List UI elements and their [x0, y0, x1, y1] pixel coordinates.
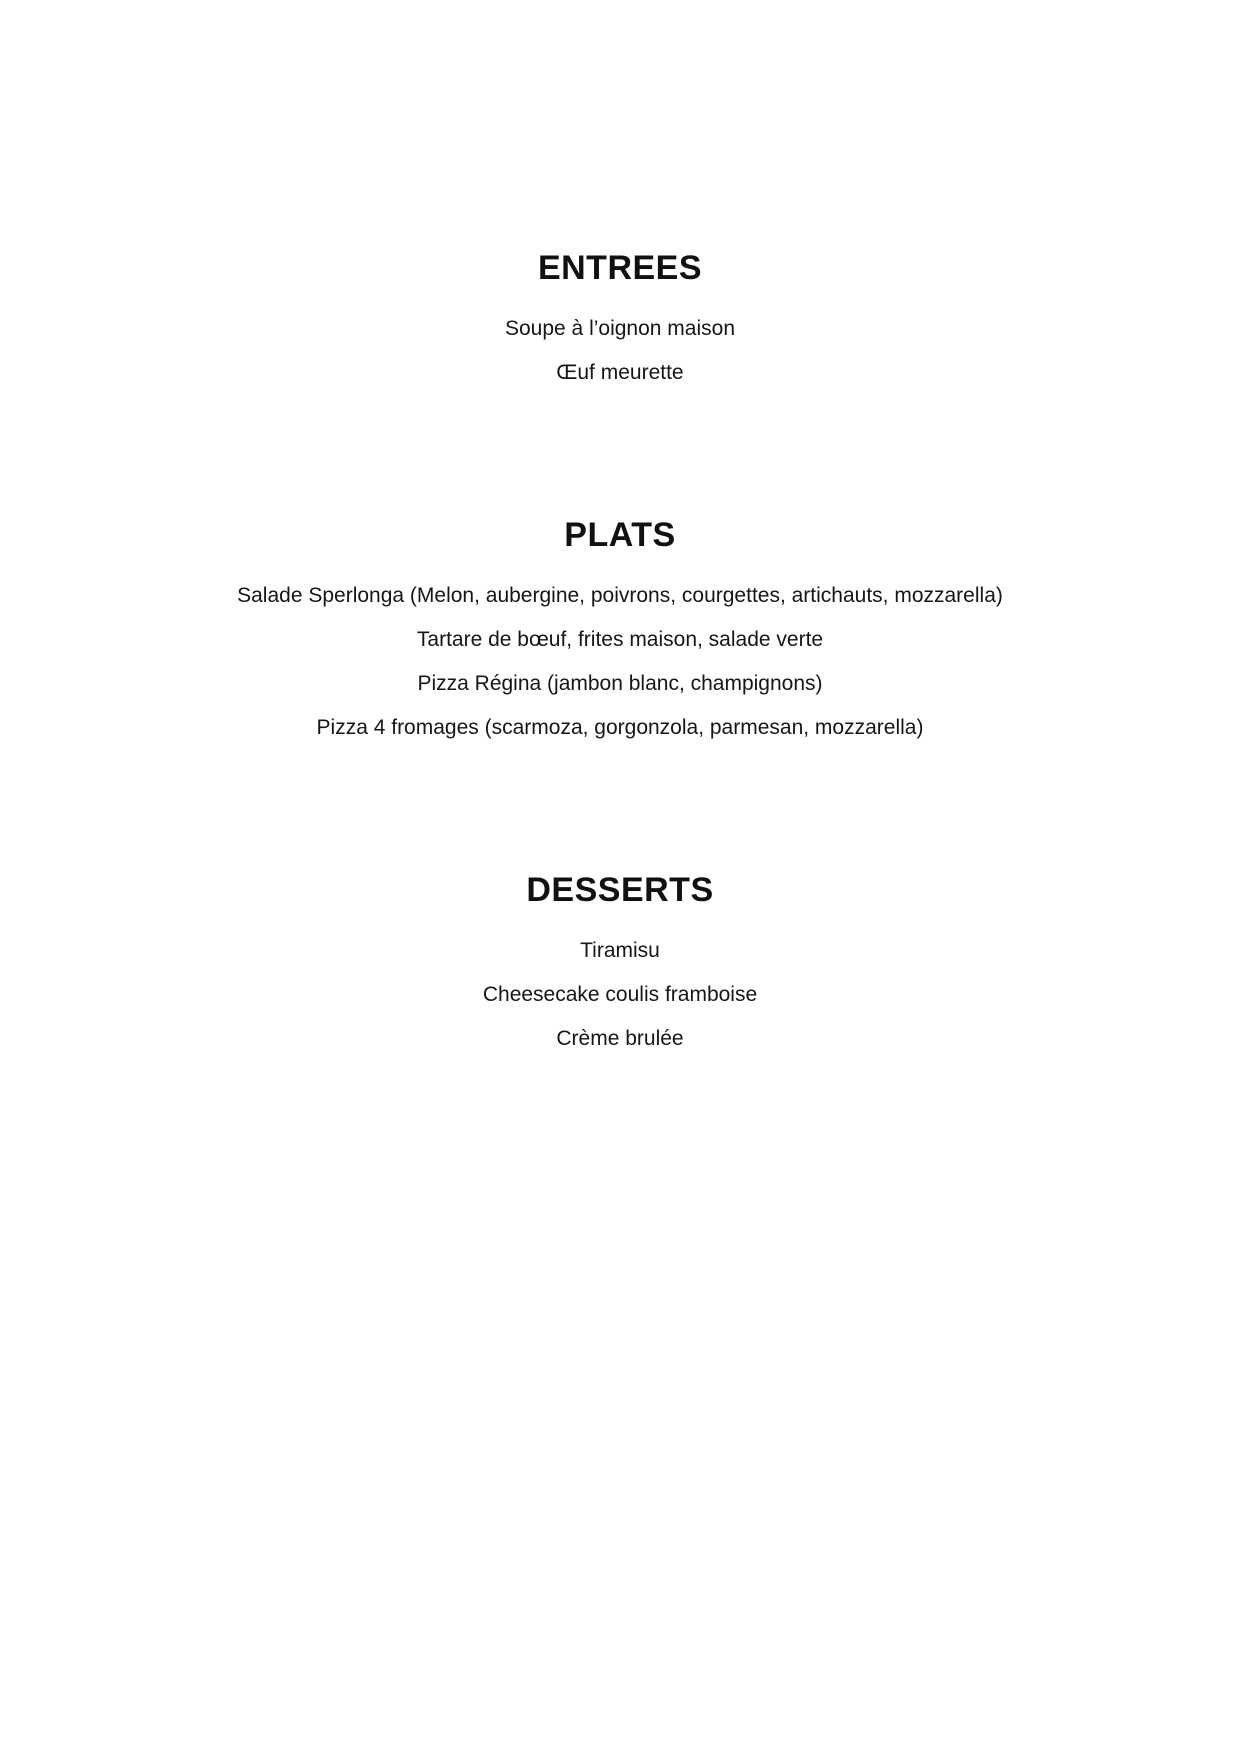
menu-section-plats — [0, 515, 1240, 740]
section-title-plats: PLATS — [564, 516, 676, 554]
menu-item: Tartare de bœuf, frites maison, salade verte — [416, 628, 824, 651]
menu-item: Pizza Régina (jambon blanc, champignons) — [417, 672, 823, 695]
menu-item: Cheesecake coulis framboise — [482, 983, 758, 1006]
menu-item: Soupe à l’oignon maison — [505, 317, 735, 340]
section-title-entrees: ENTREES — [537, 249, 703, 287]
section-title-desserts: DESSERTS — [526, 871, 714, 909]
menu-section-entrees — [0, 248, 1240, 385]
menu-item: Œuf meurette — [556, 361, 684, 384]
menu-item: Pizza 4 fromages (scarmoza, gorgonzola, parmesan, mozzarella) — [316, 716, 924, 739]
menu-section-desserts — [0, 870, 1240, 1051]
menu-item: Salade Sperlonga (Melon, aubergine, poivrons, courgettes, artichauts, mozzarella) — [237, 584, 1003, 607]
menu-item: Crème brulée — [556, 1027, 684, 1050]
menu-item: Tiramisu — [580, 939, 660, 962]
